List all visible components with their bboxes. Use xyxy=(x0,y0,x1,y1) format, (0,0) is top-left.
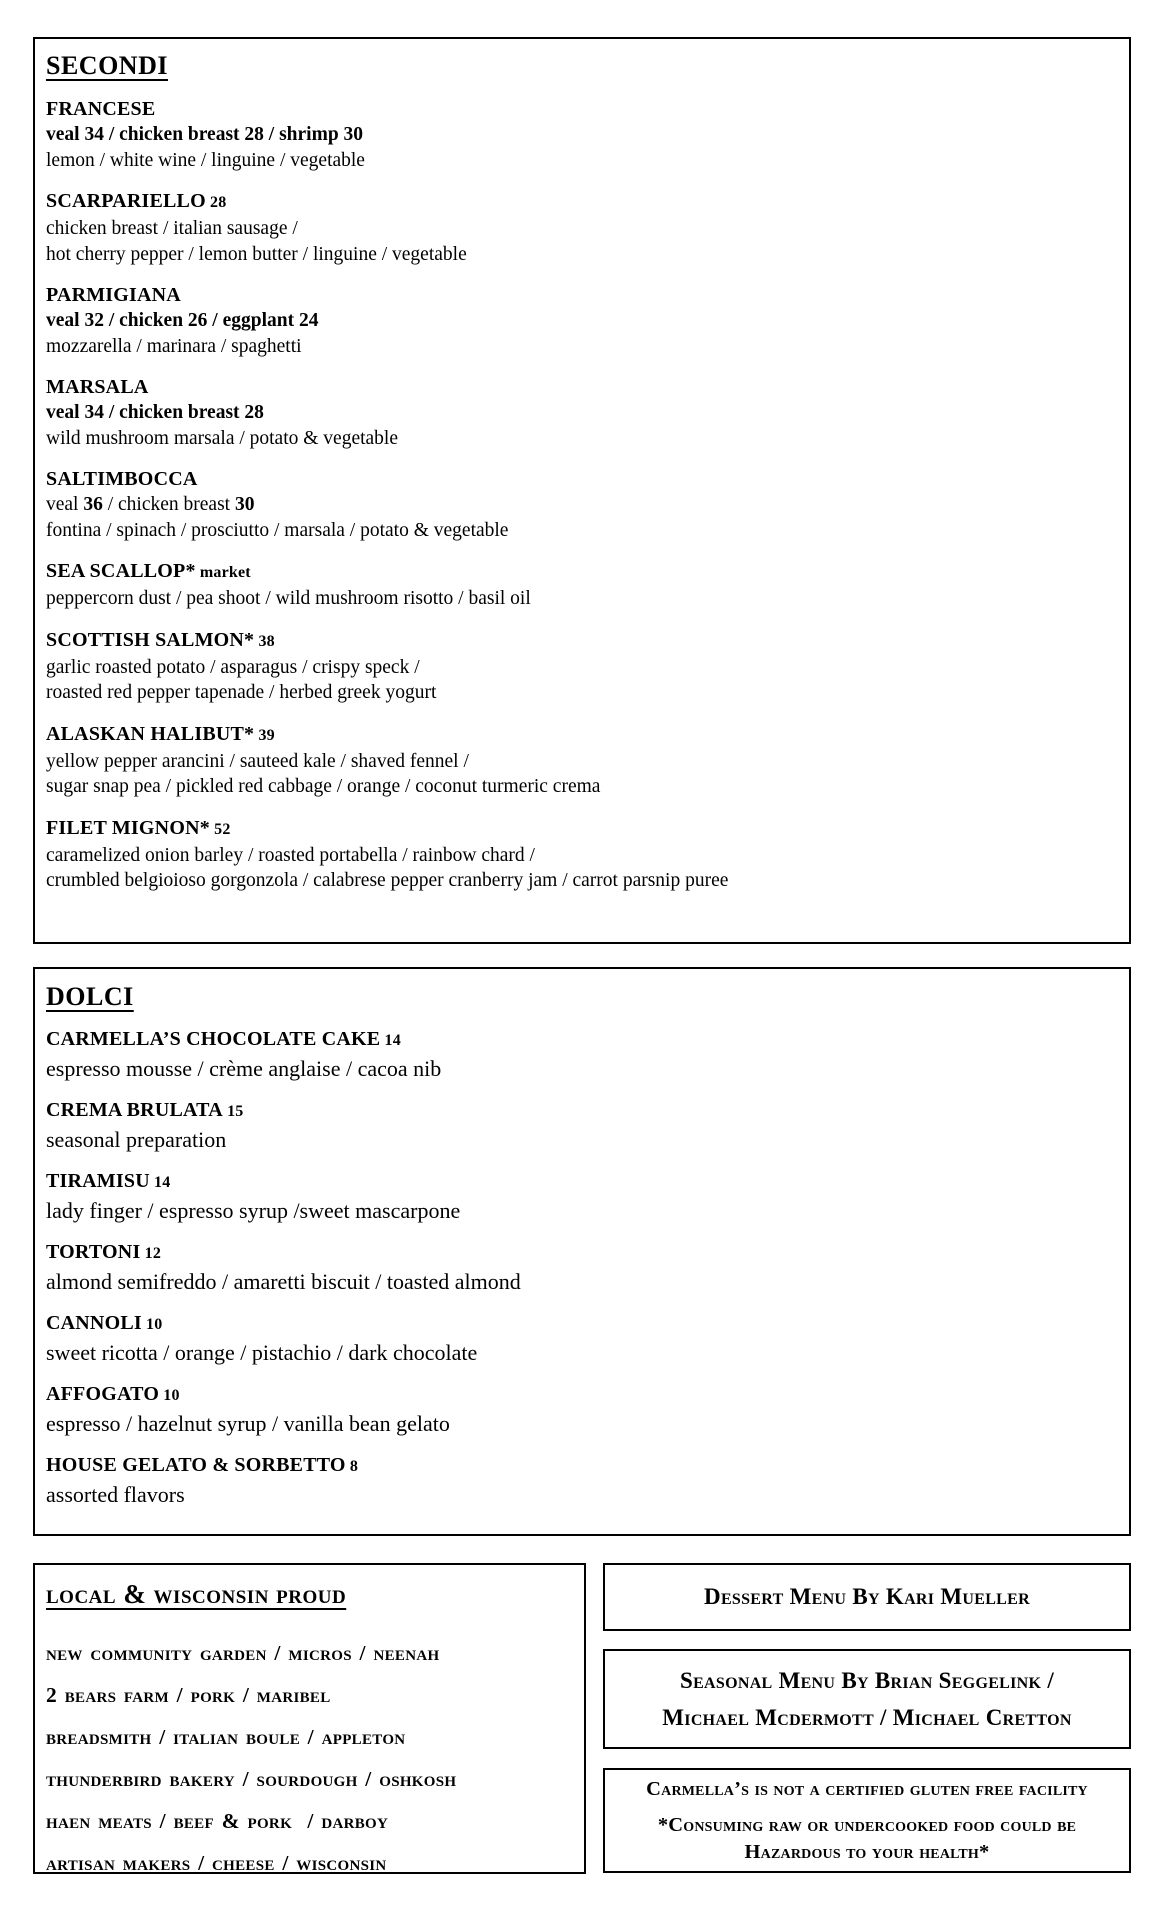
item-price: 10 xyxy=(141,1316,163,1333)
dolci-title: DOLCI xyxy=(46,982,134,1011)
item-description xyxy=(46,334,1111,360)
menu-item xyxy=(46,466,1111,543)
menu-item xyxy=(46,1168,1111,1225)
item-price: 15 xyxy=(222,1103,244,1120)
item-description xyxy=(46,1409,1111,1438)
item-name xyxy=(46,1026,1111,1054)
item-description xyxy=(46,843,1111,869)
local-supplier-line: thunderbird bakery / sourdough / oshkosh xyxy=(46,1767,457,1791)
item-name xyxy=(46,1452,1111,1480)
description-segment: veal 32 / chicken 26 / eggplant 24 xyxy=(46,310,319,331)
item-name-text: SCARPARIELLO xyxy=(46,190,206,212)
item-name xyxy=(46,1310,1111,1338)
seasonal-credit-box xyxy=(603,1649,1131,1749)
item-description xyxy=(46,308,1111,334)
item-name-text: SALTIMBOCCA xyxy=(46,468,198,490)
menu-item xyxy=(46,1381,1111,1438)
item-name xyxy=(46,96,1111,122)
item-description xyxy=(46,1054,1111,1083)
item-description xyxy=(46,655,1111,681)
item-price: 10 xyxy=(159,1387,180,1404)
menu-item xyxy=(46,96,1111,173)
description-segment: veal 34 / chicken breast 28 / shrimp 30 xyxy=(46,124,364,145)
description-segment: crumbled belgioioso gorgonzola / calabrese pepper cranberry jam / carrot parsnip puree xyxy=(46,870,729,891)
description-segment: roasted red pepper tapenade / herbed greek yogurt xyxy=(46,682,437,703)
local-supplier-line: breadsmith / italian boule / appleton xyxy=(46,1725,406,1749)
dolci-section xyxy=(33,967,1131,1536)
item-name-text: FILET MIGNON* xyxy=(46,816,210,839)
menu-item xyxy=(46,1097,1111,1154)
item-name-text: TORTONI xyxy=(46,1241,141,1263)
description-segment: veal 34 / chicken breast 28 xyxy=(46,402,264,423)
local-supplier-line: artisan makers / cheese / wisconsin xyxy=(46,1851,387,1875)
item-name-text: AFFOGATO xyxy=(46,1383,160,1405)
item-name xyxy=(46,188,1111,216)
local-wisconsin-title: local & wisconsin proud xyxy=(46,1579,347,1609)
gluten-facility-text: Carmella’s is not a certified gluten free facility xyxy=(646,1777,1088,1800)
item-description xyxy=(46,586,1111,612)
item-price: 12 xyxy=(140,1245,162,1262)
description-segment: espresso mousse / crème anglaise / cacoa nib xyxy=(46,1056,442,1081)
description-segment: assorted flavors xyxy=(46,1482,185,1507)
item-description xyxy=(46,1125,1111,1154)
item-description xyxy=(46,242,1111,268)
item-name-text: TIRAMISU xyxy=(46,1170,150,1192)
item-description xyxy=(46,680,1111,706)
local-supplier-line: 2 bears farm / pork / maribel xyxy=(46,1683,331,1707)
description-segment: seasonal preparation xyxy=(46,1127,227,1152)
item-description xyxy=(46,518,1111,544)
item-price: 14 xyxy=(149,1174,171,1191)
item-description xyxy=(46,492,1111,518)
item-price: 38 xyxy=(254,632,275,650)
seasonal-credit-line-1: Seasonal Menu By Brian Seggelink / xyxy=(679,1668,1055,1693)
item-name-text: CARMELLA’S CHOCOLATE CAKE xyxy=(46,1028,381,1050)
item-description xyxy=(46,216,1111,242)
item-name xyxy=(46,374,1111,400)
item-description xyxy=(46,122,1111,148)
item-name-text: CREMA BRULATA xyxy=(46,1099,223,1121)
item-description xyxy=(46,1338,1111,1367)
item-name xyxy=(46,466,1111,492)
item-price: 28 xyxy=(205,194,227,211)
item-name-text: FRANCESE xyxy=(46,98,156,120)
menu-item xyxy=(46,721,1111,800)
dessert-credit-box xyxy=(603,1563,1131,1631)
item-description xyxy=(46,1267,1111,1296)
secondi-title: SECONDI xyxy=(46,51,168,80)
item-name-text: MARSALA xyxy=(46,376,149,398)
menu-item xyxy=(46,627,1111,706)
menu-item xyxy=(46,1310,1111,1367)
description-segment: caramelized onion barley / roasted portabella / rainbow chard / xyxy=(46,844,535,866)
description-segment: chicken breast / italian sausage / xyxy=(46,218,298,239)
item-name-text: CANNOLI xyxy=(46,1312,142,1334)
seasonal-credit-line-2: Michael Mcdermott / Michael Cretton xyxy=(662,1705,1072,1730)
item-name-text: SEA SCALLOP* xyxy=(46,560,196,582)
item-name xyxy=(46,1168,1111,1196)
raw-food-warning-line-1: *Consuming raw or undercooked food could be xyxy=(657,1813,1077,1836)
item-description xyxy=(46,1196,1111,1225)
menu-item xyxy=(46,282,1111,359)
description-segment: lemon / white wine / linguine / vegetable xyxy=(46,149,365,171)
dessert-credit-text: Dessert Menu By Kari Mueller xyxy=(704,1584,1030,1609)
item-name-text: HOUSE GELATO & SORBETTO xyxy=(46,1454,346,1476)
item-price: 52 xyxy=(209,820,231,838)
item-price: 8 xyxy=(345,1458,359,1475)
item-name-text: PARMIGIANA xyxy=(46,284,181,306)
description-segment: veal xyxy=(46,494,84,515)
secondi-section xyxy=(33,37,1131,944)
description-segment: fontina / spinach / prosciutto / marsala / potato & vegetable xyxy=(46,519,509,541)
menu-item xyxy=(46,374,1111,451)
item-price: 39 xyxy=(254,726,275,744)
item-name-text: ALASKAN HALIBUT* xyxy=(46,722,255,745)
item-name xyxy=(46,1097,1111,1125)
menu-item xyxy=(46,1026,1111,1083)
dolci-item-list xyxy=(46,1026,1111,1509)
item-description xyxy=(46,1480,1111,1509)
description-segment: 36 xyxy=(83,494,103,515)
description-segment: almond semifreddo / amaretti biscuit / toasted almond xyxy=(46,1269,521,1294)
item-description xyxy=(46,426,1111,452)
item-name-text: SCOTTISH SALMON* xyxy=(46,628,255,651)
local-wisconsin-section xyxy=(33,1563,586,1874)
item-description xyxy=(46,400,1111,426)
local-supplier-list xyxy=(46,1632,572,1884)
local-supplier-line: new community garden / micros / neenah xyxy=(46,1641,440,1665)
description-segment: espresso / hazelnut syrup / vanilla bean gelato xyxy=(46,1411,450,1436)
menu-item xyxy=(46,1452,1111,1509)
description-segment: hot cherry pepper / lemon butter / linguine / vegetable xyxy=(46,243,467,265)
item-name xyxy=(46,627,1111,655)
description-segment: sugar snap pea / pickled red cabbage / orange / coconut turmeric crema xyxy=(46,776,601,797)
item-price: 14 xyxy=(380,1032,401,1049)
description-segment: mozzarella / marinara / spaghetti xyxy=(46,335,302,357)
description-segment: garlic roasted potato / asparagus / crispy speck / xyxy=(46,656,420,678)
item-name xyxy=(46,282,1111,308)
item-name xyxy=(46,1239,1111,1267)
item-description xyxy=(46,868,1111,894)
item-name xyxy=(46,721,1111,749)
local-supplier-line: haen meats / beef & pork / darboy xyxy=(46,1809,389,1833)
description-segment: sweet ricotta / orange / pistachio / dark chocolate xyxy=(46,1340,478,1365)
description-segment: / chicken breast xyxy=(102,494,235,515)
menu-item xyxy=(46,815,1111,894)
gluten-disclaimer-box xyxy=(603,1768,1131,1873)
secondi-item-list xyxy=(46,96,1111,894)
item-price: market xyxy=(195,564,251,581)
menu-item xyxy=(46,1239,1111,1296)
item-description xyxy=(46,148,1111,174)
item-description xyxy=(46,774,1111,800)
item-description xyxy=(46,749,1111,775)
item-name xyxy=(46,815,1111,843)
menu-item xyxy=(46,188,1111,267)
description-segment: yellow pepper arancini / sauteed kale / shaved fennel / xyxy=(46,750,469,772)
description-segment: peppercorn dust / pea shoot / wild mushroom risotto / basil oil xyxy=(46,588,531,609)
raw-food-warning-line-2: Hazardous to your health* xyxy=(744,1840,990,1863)
item-name xyxy=(46,1381,1111,1409)
description-segment: 30 xyxy=(234,494,255,515)
menu-item xyxy=(46,558,1111,612)
description-segment: lady finger / espresso syrup /sweet mascarpone xyxy=(46,1198,461,1223)
item-name xyxy=(46,558,1111,586)
description-segment: wild mushroom marsala / potato & vegetable xyxy=(46,427,398,449)
